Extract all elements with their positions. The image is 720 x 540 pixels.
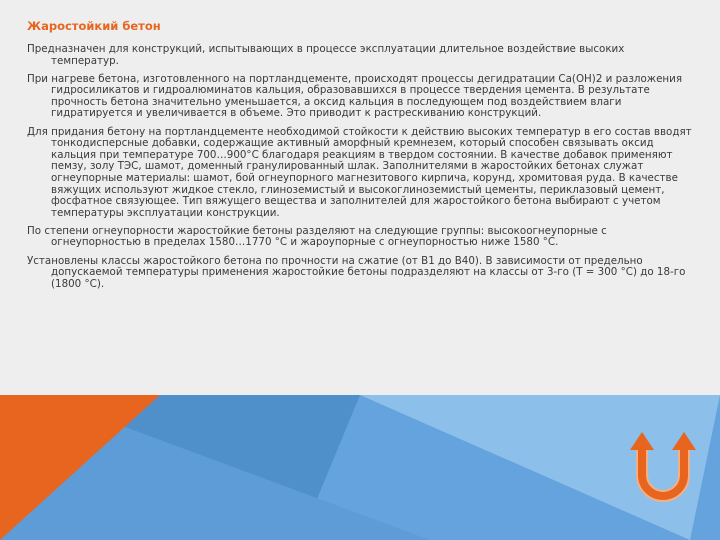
- slide-body: [27, 44, 695, 297]
- paragraph-groups: По степени огнеупорности жаростойкие бетоны разделяют на следующие группы: высокоогнеупорные с огнеупорностью в пределах 1580…1770 °С и жароупорные с огнеупорностью ниже 1580 °С.: [27, 224, 607, 249]
- paragraph-purpose: Предназначен для конструкций, испытывающих в процессе эксплуатации длительное воздействие высоких температур.: [27, 43, 625, 67]
- paragraph-additives: Для придания бетону на портландцементе необходимой стойкости к действию высоких температур в его состав вводят тонкодисперсные добавки, содержащие активный аморфный кремнезем, который способен связывать оксид кальция при температуре 700…900°С благодаря реакциям в твердом состоянии. В качестве добавок применяют пемзу, золу ТЭС, шамот, доменный гранулированный шлак. Заполнителями в жаростойких бетонах служат огнеупорные материалы: шамот, бой огнеупорного магнезитового кирпича, корунд, хромитовая руда. В качестве вяжущих используют жидкое стекло, глиноземистый и высокоглиноземистый цементы, периклазовый цемент, фосфатное связующее. Тип вяжущего вещества и заполнителей для жаростойкого бетона выбирают с учетом температуры эксплуатации конструкции.: [27, 125, 692, 219]
- slide-title: Жаростойкий бетон: [27, 19, 161, 33]
- paragraph-classes: Установлены классы жаростойкого бетона по прочности на сжатие (от В1 до В40). В зависимости от предельно допускаемой температуры применения жаростойкие бетоны подразделяют на классы от 3-го (Т = 300 °С) до 18-го (1800 °С).: [27, 254, 686, 290]
- paragraph-dehydration: При нагреве бетона, изготовленного на портландцементе, происходят процессы дегидратации Са(ОН)2 и разложения гидросиликатов и гидроалюминатов кальция, образовавшихся в процессе твердения цемента. В результате прочность бетона значительно уменьшается, а оксид кальция в последующем под воздействием влаги гидратируется и увеличивается в объеме. Это приводит к растрескиванию конструкций.: [27, 72, 683, 120]
- decorative-triangles: [0, 395, 720, 540]
- u-turn-arrow-icon[interactable]: [628, 430, 698, 510]
